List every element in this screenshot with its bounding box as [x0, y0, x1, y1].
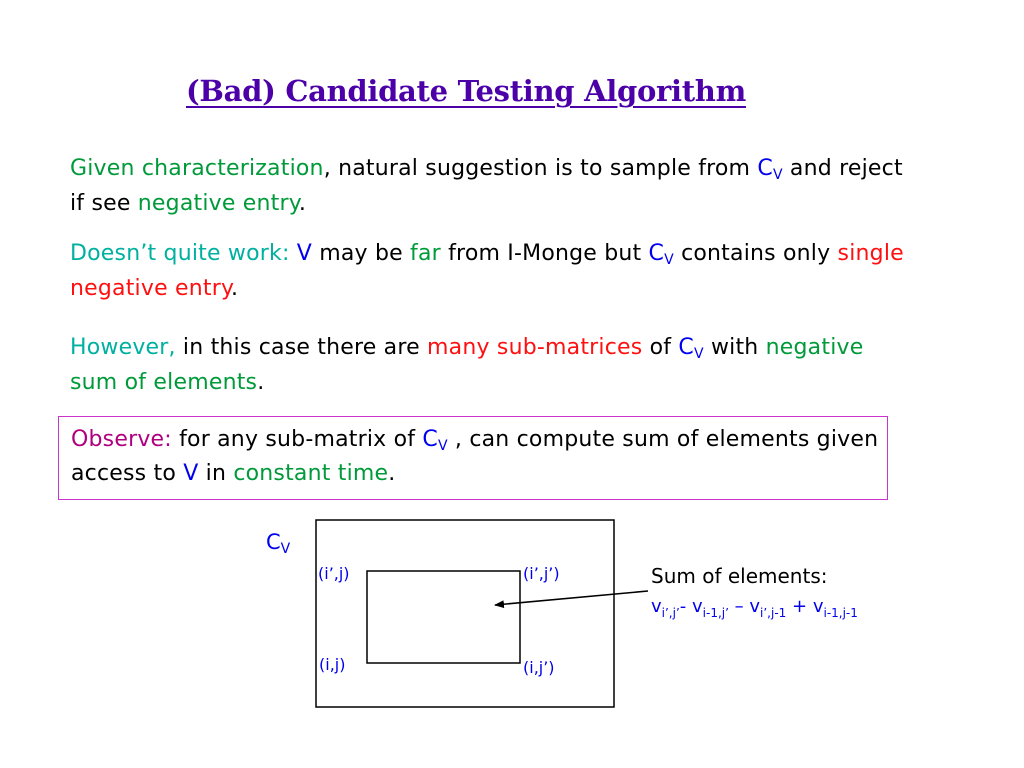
- text: from I-Monge but: [440, 241, 649, 266]
- text: of: [642, 335, 679, 360]
- cv-matrix-label: $C_V$: [266, 530, 291, 557]
- text: and reject if see: [70, 156, 903, 216]
- text: , natural suggestion is to sample from: [323, 156, 758, 181]
- term-however: However,: [70, 335, 176, 360]
- text: may be: [312, 241, 411, 266]
- matrix-outer-rect: [316, 520, 614, 707]
- sum-of-elements-label: Sum of elements:: [651, 564, 828, 588]
- cv-symbol: $C_V$: [422, 427, 448, 454]
- text: in: [198, 461, 234, 486]
- v-symbol: V: [296, 241, 313, 266]
- corner-top-left-label: (i’,j): [318, 564, 350, 583]
- text: .: [388, 461, 396, 486]
- v-symbol: V: [183, 461, 199, 486]
- term-constant-time: constant time: [233, 461, 389, 486]
- slide-title: (Bad) Candidate Testing Algorithm: [186, 74, 746, 108]
- text: , can compute sum of elements given access to: [71, 427, 879, 486]
- term-far: far: [410, 241, 441, 266]
- arrow-line: [495, 591, 648, 605]
- text: with: [703, 335, 766, 360]
- text: in this case there are: [175, 335, 428, 360]
- text: .: [231, 276, 239, 301]
- term-observe: Observe:: [71, 427, 172, 452]
- text: contains only: [673, 241, 838, 266]
- corner-bottom-right-label: (i,j’): [523, 658, 555, 677]
- submatrix-rect: [367, 571, 520, 663]
- cv-symbol: $C_V$: [757, 156, 783, 183]
- sum-formula: $v_{i’,j’}-$ $v_{i-1,j’} - v_{i’,j-1} + v_{i-1,j-1}$: [651, 596, 858, 620]
- cv-symbol: $C_V$: [648, 241, 674, 268]
- term-negative-entry: negative entry: [137, 191, 299, 216]
- text: .: [257, 370, 265, 395]
- term-given-characterization: Given characterization: [70, 156, 324, 181]
- term-single-negative-entry: single negative entry: [70, 241, 904, 301]
- cv-symbol: $C_V$: [678, 335, 704, 362]
- text: for any sub-matrix of: [171, 427, 423, 452]
- corner-top-right-label: (i’,j’): [523, 564, 560, 583]
- corner-bottom-left-label: (i,j): [319, 655, 346, 674]
- term-doesnt-quite-work: Doesn’t quite work:: [70, 241, 297, 266]
- term-many-sub-matrices: many sub-matrices: [427, 335, 643, 360]
- text: .: [298, 191, 307, 216]
- term-negative-sum: negative sum of elements: [70, 335, 864, 395]
